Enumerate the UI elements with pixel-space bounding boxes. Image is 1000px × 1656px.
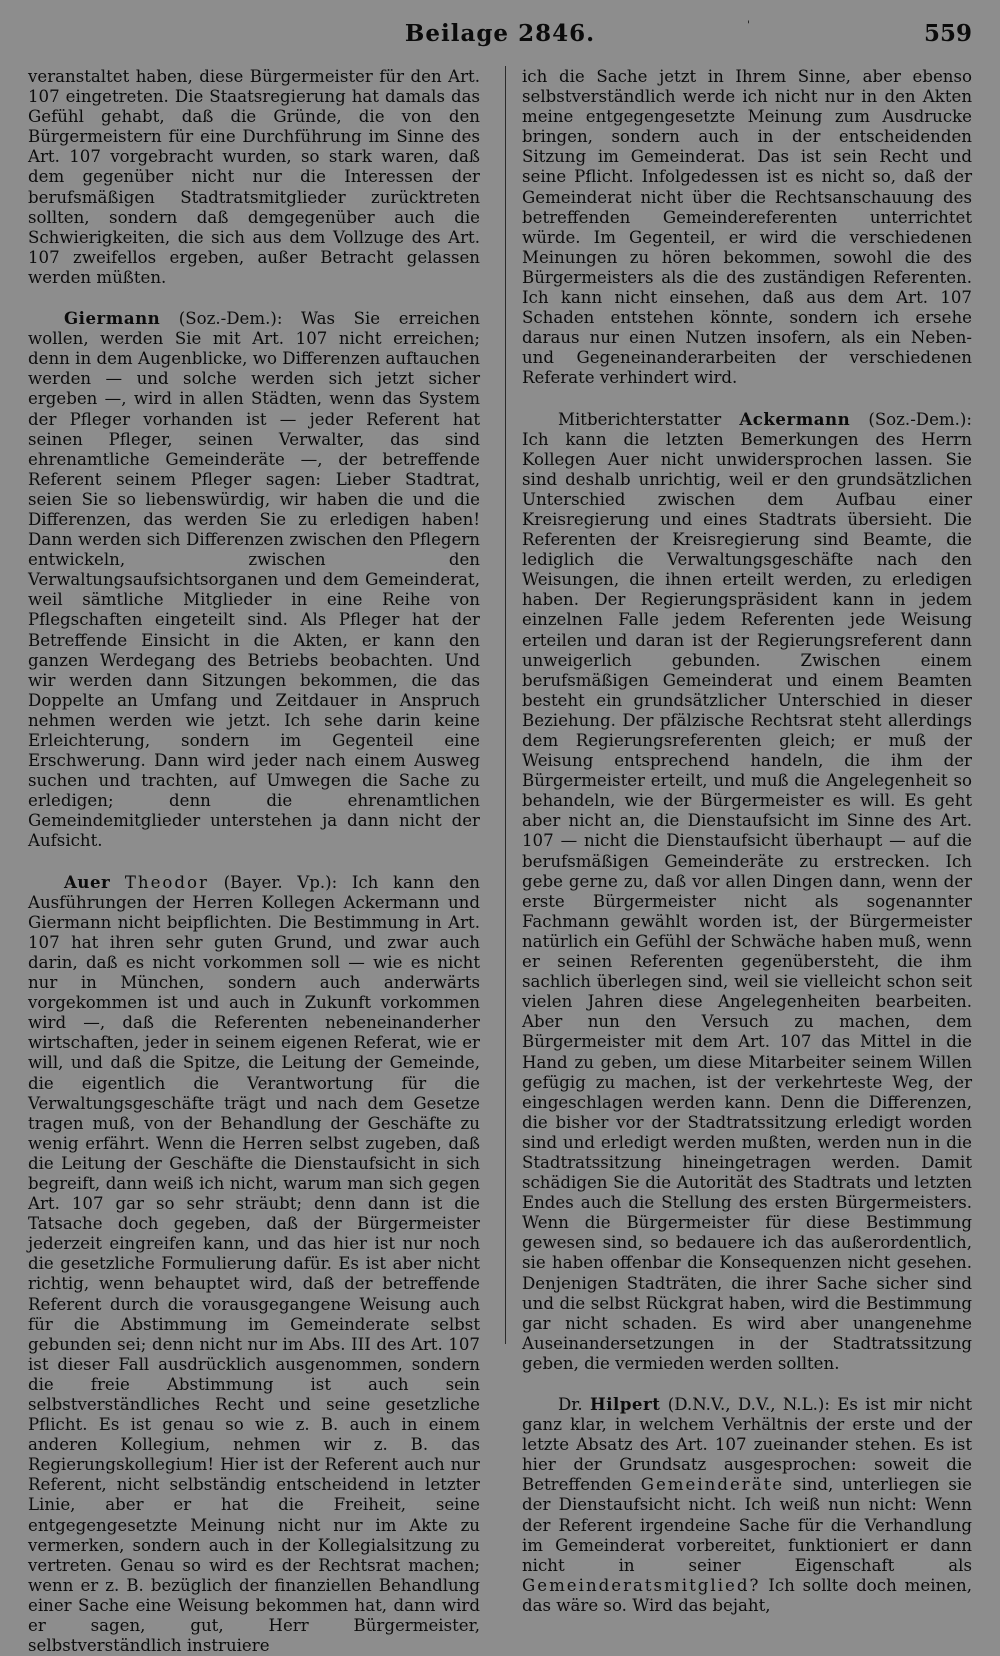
speech-hilpert bbox=[522, 1394, 972, 1616]
column-divider bbox=[505, 66, 506, 1344]
speaker-firstname: Theodor bbox=[124, 872, 209, 892]
speaker-name: Giermann bbox=[64, 308, 161, 329]
speaker-name: Ackermann bbox=[739, 408, 851, 429]
supplement-title: Beilage 2846. bbox=[404, 20, 596, 47]
scan-mark: ' bbox=[747, 20, 750, 31]
speaker-party: (D.N.V., D.V., N.L.): bbox=[667, 1395, 830, 1414]
paragraph: ich die Sache jetzt in Ihrem Sinne, aber ebenso selbstverständlich werde ich nicht nur in den Akten meine entgegengesetzte Meinung zum Ausdrucke bringen, sondern auch in der entscheidenden Sitzung im Gemeinderat. Das ist sein Recht und seine Pflicht. Infolgedessen ist es nicht so, daß der Gemeinderat nicht über die Rechtsanschauung des betreffenden Gemeindereferenten unterrichtet würde. Im Gegenteil, er wird die verschiedenen Meinungen zu hören bekommen, sowohl die des Bürgermeisters als die des zuständigen Referenten. Ich kann nicht einsehen, daß aus dem Art. 107 Schaden entstehen könnte, sondern ich ersehe daraus nur einen Nutzen insofern, als ein Neben- und Gegeneinanderarbeiten der verschiedenen Referate verhindert wird. bbox=[522, 67, 972, 388]
speech-text: Es ist mir nicht ganz klar, in welchem Verhältnis der erste und der letzte Absatz des Art. 107 zueinander stehen. Es ist hier der Grundsatz ausgesprochen: soweit die Betreffenden bbox=[522, 1395, 973, 1495]
left-column bbox=[28, 67, 480, 1656]
page-number: 559 bbox=[923, 20, 972, 47]
speech-text: Ich sollte doch meinen, das wäre so. Wird das bejaht, bbox=[522, 1575, 972, 1615]
speech-giermann bbox=[28, 308, 480, 852]
speech-text: Ich kann die letzten Bemerkungen des Herrn Kollegen Auer nicht unwidersprochen lassen. Sie sind deshalb unrichtig, weil er den grundsätzlichen Unterschied zwischen dem Aufbau einer Kreisregierung und eines Stadtrats übersieht. Die Referenten der Kreisregierung sind Beamte, die lediglich die Verwaltungsgeschäfte nach den Weisungen, die ihnen erteilt werden, zu erledigen haben. Der Regierungspräsident kann in jedem einzelnen Falle jedem Referenten jede Weisung erteilen und daran ist der Regierungsreferent dann unweigerlich gebunden. Zwischen einem berufsmäßigen Gemeinderat und einem Beamten besteht ein grundsätzlicher Unterschied in dieser Beziehung. Der pfälzische Rechtsrat steht allerdings dem Regierungsreferenten gleich; er muß der Weisung entsprechend handeln, die ihm der Bürgermeister erteilt, und muß die Angelegenheit so behandeln, wie der Bürgermeister es will. Es geht aber nicht an, die Dienstaufsicht im Sinne des Art. 107 — nicht die Dienstaufsicht überhaupt — auf die berufsmäßigen Gemeinderäte zu erstrecken. Ich gebe gerne zu, daß vor allen Dingen dann, wenn der erste Bürgermeister nicht als sogenannter Fachmann gewählt worden ist, der Bürgermeister natürlich ein Gefühl der Schwäche haben muß, wenn er seinen Referenten gegenübersteht, die ihm sachlich überlegen sind, weil sie vielleicht schon seit vielen Jahren diese Angelegenheiten bearbeiten. Aber nun den Versuch zu machen, dem Bürgermeister mit dem Art. 107 das Mittel in die Hand zu geben, um diese Mitarbeiter seinem Willen gefügig zu machen, ist der verkehrteste Weg, der eingeschlagen werden kann. Denn die Differenzen, die bisher vor der Stadtratssitzung erledigt worden sind und erledigt werden mußten, werden nun in die Stadtratssitzung hineingetragen werden. Damit schädigen Sie die Autorität des Stadtrats und letzten Endes auch die Stellung des ersten Bürgermeisters. Wenn die Bürgermeister für diese Bestimmung gewesen sind, so bedauere ich das außerordentlich, sie haben offenbar die Konsequenzen nicht gesehen. Denjenigen Stadträten, die ihrer Sache sicher sind und die selbst Rückgrat haben, wird die Bestimmung gar nicht schaden. Es wird aber unangenehme Auseinandersetzungen in der Stadtratssitzung geben, die vermieden werden sollten. bbox=[522, 429, 972, 1373]
paragraph: veranstaltet haben, diese Bürgermeister für den Art. 107 eingetreten. Die Staatsregierung hat damals das Gefühl gehabt, daß die Gründe, die von den Bürgermeistern für eine Durchführung im Sinne des Art. 107 vorgebracht wurden, so stark waren, daß dem gegenüber nicht nur die Interessen der berufsmäßigen Stadtratsmitglieder zurücktreten sollten, sondern daß demgegenüber auch die Schwierigkeiten, die sich aus dem Vollzuge des Art. 107 zweifellos ergeben, außer Betracht gelassen werden müßten. bbox=[28, 67, 480, 287]
speaker-title: Dr. bbox=[558, 1395, 583, 1414]
speaker-name: Hilpert bbox=[590, 1394, 661, 1414]
speech-text: sind, unterliegen sie der Dienstaufsicht nicht. Ich weiß nun nicht: Wenn der Referent irgendeine Sache für die Verhandlung im Gemeinderat vorbereitet, funktioniert er dann nicht in seiner Eigenschaft als bbox=[522, 1475, 972, 1575]
speech-text: Was Sie erreichen wollen, werden Sie mit Art. 107 nicht erreichen; denn in dem Augenblicke, wo Differenzen auftauchen werden — und solche werden sich jetzt sicher ergeben —, wird in allen Städten, wenn das System der Pfleger vorhanden ist — jeder Referent hat seinen Pfleger, seinen Verwalter, das sind ehrenamtliche Gemeinderäte —, der betreffende Referent seinem Pfleger sagen: Lieber Stadtrat, seien Sie so liebenswürdig, wir haben die und die Differenzen, das werden Sie zu erledigen haben! Dann werden sich Differenzen zwischen den Pflegern entwickeln, zwischen den Verwaltungsaufsichtsorganen und dem Gemeinderat, weil sämtliche Mitglieder in eine Reihe von Pflegschaften eingeteilt sind. Als Pfleger hat der Betreffende Einsicht in die Akten, er kann den ganzen Werdegang des Betriebs beobachten. Und wir werden dann Sitzungen bekommen, die das Doppelte an Umfang und Zeitdauer in Anspruch nehmen werden wie jetzt. Ich sehe darin keine Erleichterung, sondern im Gegenteil eine Erschwerung. Dann wird jeder nach einem Ausweg suchen und trachten, auf Umwegen die Sache zu erledigen; denn die ehrenamtlichen Gemeindemitglieder unterstehen ja dann nicht der Aufsicht. bbox=[28, 309, 480, 851]
page-header bbox=[0, 16, 1000, 56]
speaker-party: (Soz.-Dem.): bbox=[868, 409, 972, 429]
speaker-party: (Soz.-Dem.): bbox=[178, 309, 283, 329]
speaker-name: Auer bbox=[64, 871, 111, 892]
emphasis-text: Gemeinderatsmitglied? bbox=[522, 1575, 761, 1595]
speech-ackermann bbox=[522, 409, 972, 1375]
speech-text: Ich kann den Ausführungen der Herren Kollegen Ackermann und Giermann nicht beipflichten. Die Bestimmung in Art. 107 hat ihren sehr guten Grund, und zwar auch darin, daß es nicht vorkommen soll — wie es nicht nur in München, sondern auch anderwärts vorgekommen ist und auch in Zukunft vorkommen wird —, daß die Referenten nebeneinanderher wirtschaften, jeder in seinem eigenen Referat, wie er will, und daß die Spitze, die Leitung der Gemeinde, die eigentlich die Verantwortung für die Verwaltungsgeschäfte trägt und nach dem Gesetze tragen muß, von der Behandlung der Geschäfte zu wenig erfährt. Wenn die Herren selbst zugeben, daß die Leitung der Geschäfte die Dienstaufsicht in sich begreift, dann weiß ich nicht, warum man sich gegen Art. 107 gar so sehr sträubt; denn dann ist die Tatsache doch gegeben, daß der Bürgermeister jederzeit eingreifen kann, und das hier ist nur noch die gesetzliche Formulierung dafür. Es ist aber nicht richtig, wenn behauptet wird, daß der betreffende Referent durch die vorausgegangene Weisung auch für die Abstimmung im Gemeinderate selbst gebunden sei; denn nicht nur im Abs. III des Art. 107 ist dieser Fall ausdrücklich ausgenommen, sondern die freie Abstimmung ist auch sein selbstverständliches Recht und seine gesetzliche Pflicht. Es ist genau so wie z. B. auch in einem anderen Kollegium, nehmen wir z. B. das Regierungskollegium! Hier ist der Referent auch nur Referent, nicht selbständig entscheidend in letzter Linie, aber er hat die Freiheit, seine entgegengesetzte Meinung nicht nur im Akte zu vermerken, sondern auch in der Kollegialsitzung zu vertreten. Genau so wird es der Rechtsrat machen; wenn er z. B. bezüglich der finanziellen Behandlung einer Sache eine Weisung bekommen hat, dann wird er sagen, gut, Herr Bürgermeister, selbstverständlich instruiere bbox=[28, 872, 480, 1656]
right-column bbox=[522, 67, 972, 1616]
speaker-role: Mitberichterstatter bbox=[558, 409, 722, 429]
emphasis-text: Gemeinderäte bbox=[640, 1475, 785, 1495]
speech-auer bbox=[28, 872, 480, 1656]
speaker-party: (Bayer. Vp.): bbox=[223, 872, 338, 892]
